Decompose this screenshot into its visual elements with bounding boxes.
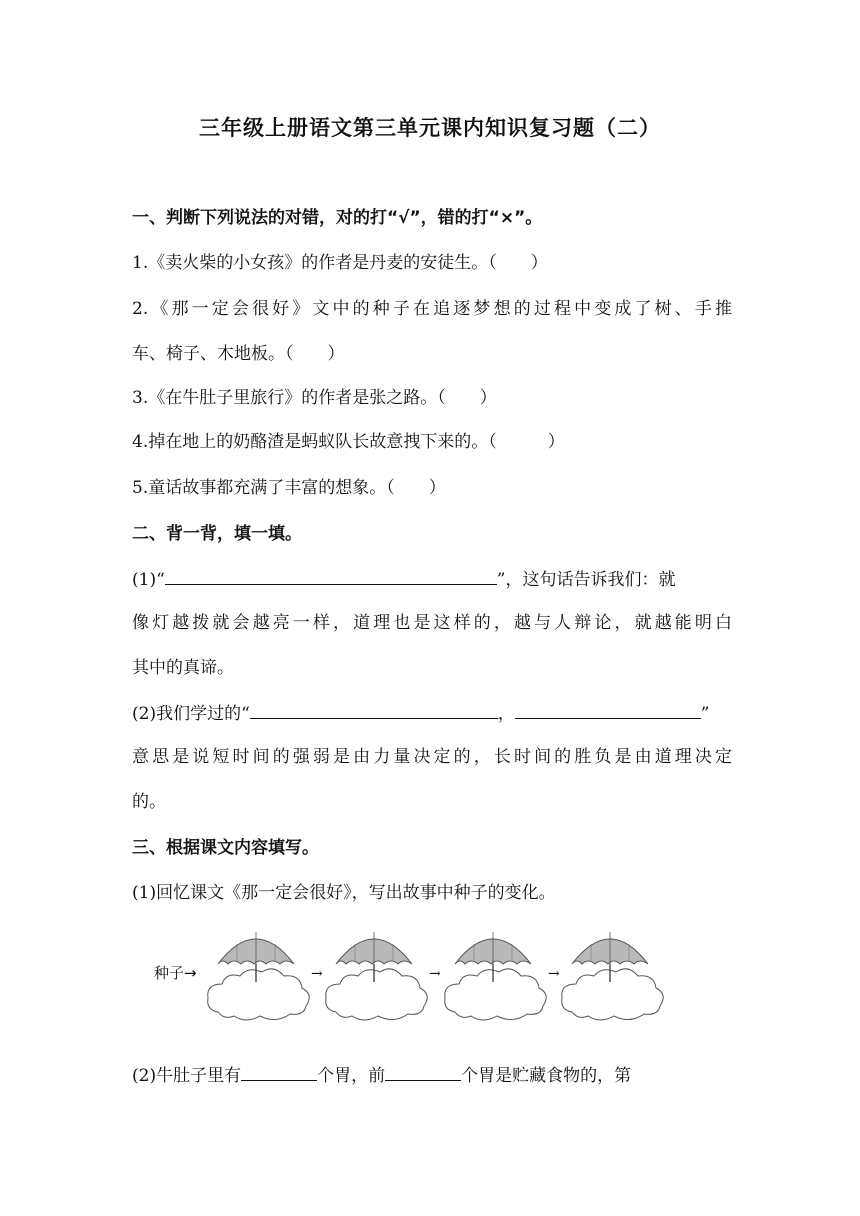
- arrow-3: →: [548, 966, 560, 982]
- s1-item-2-cont: 车、椅子、木地板。（ ）: [132, 344, 345, 364]
- s2-q1-line2: 像灯越拨就会越亮一样，道理也是这样的，越与人辩论，就越能明白: [132, 613, 732, 633]
- s1-item-1: 1.《卖火柴的小女孩》的作者是丹麦的安徒生。（ ）: [132, 253, 548, 273]
- s3-q2-blank-1[interactable]: [241, 1064, 317, 1081]
- section1-heading: 一、判断下列说法的对错，对的打“√”，错的打“×”。: [132, 208, 543, 228]
- s2-q2-blank-2[interactable]: [515, 702, 701, 719]
- s3-q2-blank-2[interactable]: [385, 1064, 461, 1081]
- s2-q1-blank[interactable]: [165, 568, 497, 585]
- arrow-2: →: [429, 966, 441, 982]
- umbrella-cloud-3[interactable]: [445, 932, 546, 1020]
- s2-q2-prefix: (2)我们学过的“: [132, 704, 250, 724]
- s2-q2-line3: 的。: [132, 792, 166, 812]
- seed-change-diagram: [148, 926, 708, 1026]
- s3-q2-suffix: 个胃是贮藏食物的，第: [461, 1066, 632, 1086]
- umbrella-cloud-1[interactable]: [208, 932, 309, 1020]
- s3-q2-prefix: (2)牛肚子里有: [132, 1066, 242, 1086]
- s2-q2-blank-1[interactable]: [250, 702, 498, 719]
- s3-q2-mid: 个胃，前: [317, 1066, 386, 1086]
- page-title: 三年级上册语文第三单元课内知识复习题（二）: [199, 116, 661, 140]
- s2-q1-line3: 其中的真谛。: [132, 658, 234, 678]
- s2-q2-line2: 意思是说短时间的强弱是由力量决定的，长时间的胜负是由道理决定: [132, 747, 732, 767]
- s3-q2-line1: [132, 1064, 732, 1087]
- s2-q1-prefix: (1)“: [132, 570, 165, 590]
- arrow-1: →: [311, 966, 323, 982]
- s3-q1: (1)回忆课文《那一定会很好》，写出故事中种子的变化。: [132, 883, 556, 903]
- s1-item-2: 2.《那一定会很好》文中的种子在追逐梦想的过程中变成了树、手推: [132, 299, 732, 319]
- s1-item-5: 5.童话故事都充满了丰富的想象。（ ）: [132, 478, 446, 498]
- umbrella-cloud-4[interactable]: [562, 932, 663, 1020]
- s2-q2-comma: ，: [497, 704, 515, 724]
- s2-q2-line1: [132, 702, 732, 725]
- s1-item-4: 4.掉在地上的奶酪渣是蚂蚁队长故意拽下来的。（ ）: [132, 432, 565, 452]
- s2-q1-suffix: ”，这句话告诉我们：就: [496, 570, 676, 590]
- umbrella-cloud-2[interactable]: [326, 932, 427, 1020]
- diagram-label: 种子→: [154, 964, 197, 982]
- s2-q1-line1: [132, 568, 732, 591]
- s2-q2-suffix: ”: [700, 704, 710, 724]
- section2-heading: 二、背一背，填一填。: [132, 524, 302, 544]
- section3-heading: 三、根据课文内容填写。: [132, 838, 319, 858]
- s1-item-3: 3.《在牛肚子里旅行》的作者是张之路。（ ）: [132, 388, 497, 408]
